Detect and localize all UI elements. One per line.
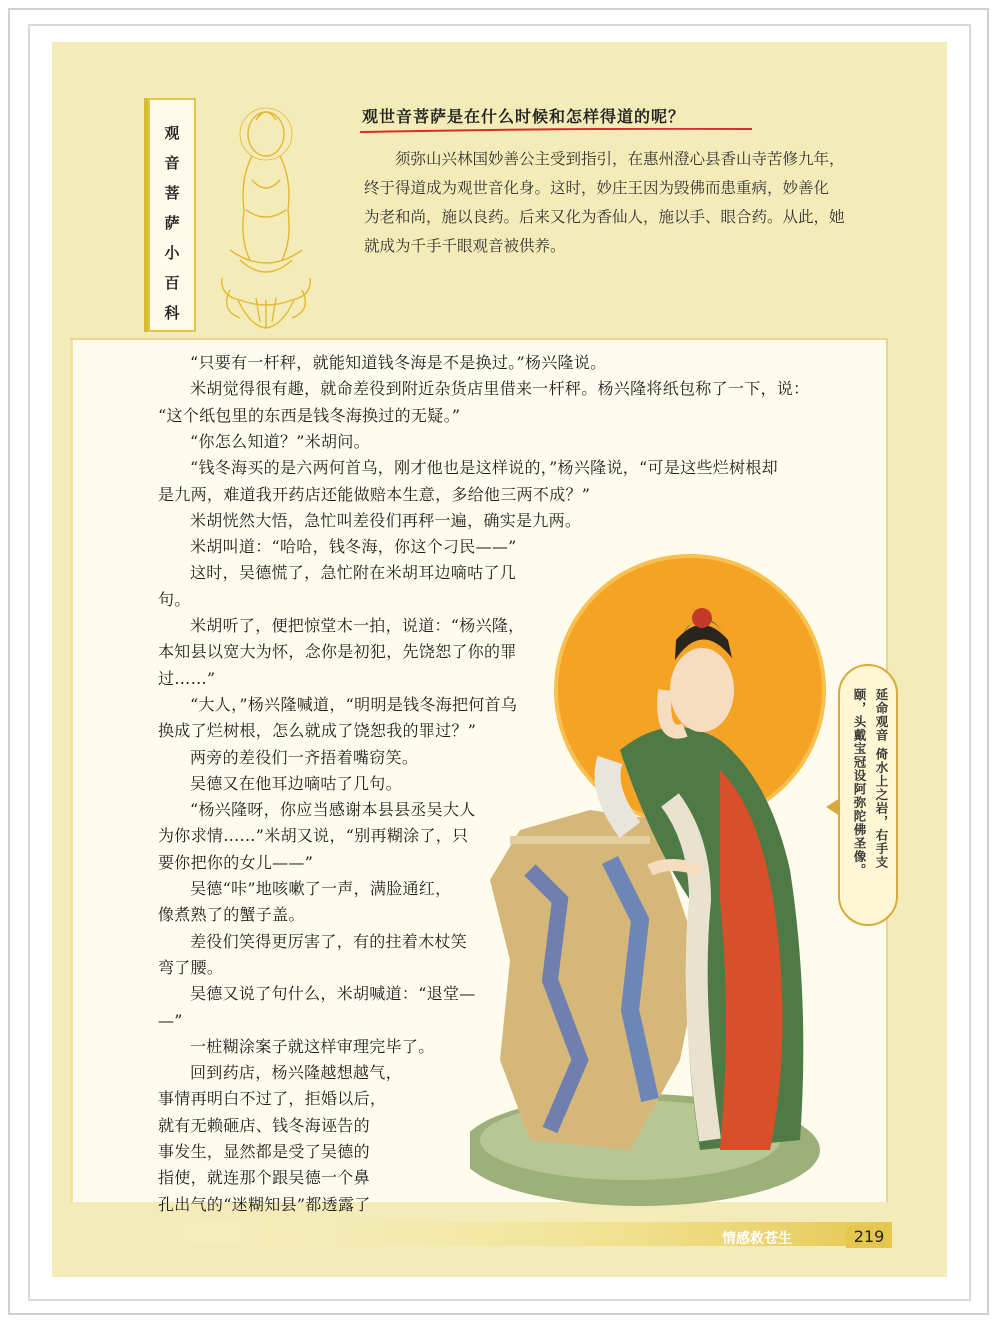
story-line: 米胡听了，便把惊堂木一拍，说道：“杨兴隆，	[190, 616, 525, 635]
story-line: 吴德又在他耳边嘀咕了几句。	[190, 773, 402, 793]
story-line: —”	[158, 1010, 183, 1030]
story-line: 要你把你的女儿——”	[158, 852, 314, 872]
story-panel-border	[70, 340, 73, 1204]
story-line: “只要有一杆秤，就能知道钱冬海是不是换过。”杨兴隆说。	[190, 353, 607, 372]
story-line: 吴德又说了句什么，米胡喊道：“退堂—	[190, 984, 476, 1004]
story-line: 像煮熟了的蟹子盖。	[158, 905, 305, 925]
footer-section-title: 情感救苍生	[722, 1231, 792, 1247]
story-line: 本知县以宽大为怀，念你是初犯，先饶恕了你的罪	[158, 642, 517, 662]
question-answer	[364, 145, 894, 261]
story-line: 弯了腰。	[158, 957, 224, 977]
sidebar-tag-char: 小	[164, 244, 180, 262]
sidebar-tag-char: 科	[164, 304, 180, 322]
story-line: 米胡觉得很有趣，就命差役到附近杂货店里借来一杆秤。杨兴隆将纸包称了一下，说：	[190, 379, 810, 399]
bodhisattva-line-drawing	[200, 100, 332, 332]
answer-line: 就成为千手千眼观音被供养。	[364, 237, 566, 255]
story-line: “钱冬海买的是六两何首乌，刚才他也是这样说的，”杨兴隆说，“可是这些烂树根却	[190, 458, 778, 478]
story-line: “杨兴隆呀，你应当感谢本县县丞吴大人	[190, 800, 476, 820]
story-line: 差役们笑得更厉害了，有的拄着木杖笑	[190, 931, 468, 951]
sidebar-tag-char: 音	[164, 154, 180, 172]
story-line: “大人，”杨兴隆喊道，“明明是钱冬海把何首乌	[190, 694, 518, 714]
story-line: 一桩糊涂案子就这样审理完毕了。	[190, 1036, 435, 1056]
story-line: 换成了烂树根，怎么就成了饶恕我的罪过？”	[158, 721, 477, 741]
story-line: 回到药店，杨兴隆越想越气，	[190, 1063, 402, 1083]
caption-line: 颐，头戴宝冠设阿弥陀佛圣像。	[852, 688, 867, 877]
sidebar-tag-char: 百	[164, 274, 180, 292]
caption-line: 延命观音 倚水上之岩，右手支	[874, 688, 889, 869]
story-line: 过……”	[158, 668, 216, 688]
story-line: 事发生，显然都是受了吴德的	[158, 1142, 370, 1161]
story-line: 米胡恍然大悟，急忙叫差役们再秤一遍，确实是九两。	[190, 510, 582, 530]
page-number: 219	[846, 1226, 892, 1248]
answer-line: 终于得道成为观世音化身。这时，妙庄王因为毁佛而患重病，妙善化	[364, 179, 830, 197]
answer-line: 为老和尚，施以良药。后来又化为香仙人，施以手、眼合药。从此，她	[364, 208, 845, 226]
story-line: 米胡叫道：“哈哈，钱冬海，你这个刁民——”	[190, 537, 517, 557]
question-underline	[360, 128, 752, 133]
story-line: “这个纸包里的东西是钱冬海换过的无疑。”	[158, 405, 461, 425]
question-title: 观世音菩萨是在什么时候和怎样得道的呢？	[362, 107, 686, 126]
sidebar-tag-char: 菩	[164, 184, 180, 202]
story-line: 吴德“咔”地咳嗽了一声，满脸通红，	[190, 879, 452, 898]
story-line: 指使，就连那个跟吴德一个鼻	[158, 1168, 370, 1188]
sidebar-tag-bar	[144, 98, 148, 332]
story-line: 是九两，难道我开药店还能做赔本生意，多给他三两不成？”	[158, 484, 591, 504]
story-line: 两旁的差役们一齐捂着嘴窃笑。	[190, 747, 419, 767]
story-line: 事情再明白不过了，拒婚以后，	[158, 1089, 387, 1109]
story-line: 为你求情……”米胡又说，“别再糊涂了，只	[158, 826, 469, 846]
story-line: 孔出气的“迷糊知县”都透露了	[158, 1194, 371, 1214]
sidebar-tag-char: 观	[164, 124, 180, 142]
sidebar-tag-char: 萨	[164, 214, 180, 232]
story-line: “你怎么知道？”米胡问。	[190, 431, 370, 451]
story-line: 这时，吴德慌了，急忙附在米胡耳边嘀咕了几	[190, 563, 517, 583]
answer-line: 须弥山兴林国妙善公主受到指引，在惠州澄心县香山寺苦修九年，	[395, 150, 845, 168]
sidebar-tag	[148, 98, 196, 332]
story-line: 句。	[158, 589, 191, 609]
guanyin-illustration	[470, 540, 900, 1230]
story-line: 就有无赖砸店、钱冬海诬告的	[158, 1115, 370, 1135]
